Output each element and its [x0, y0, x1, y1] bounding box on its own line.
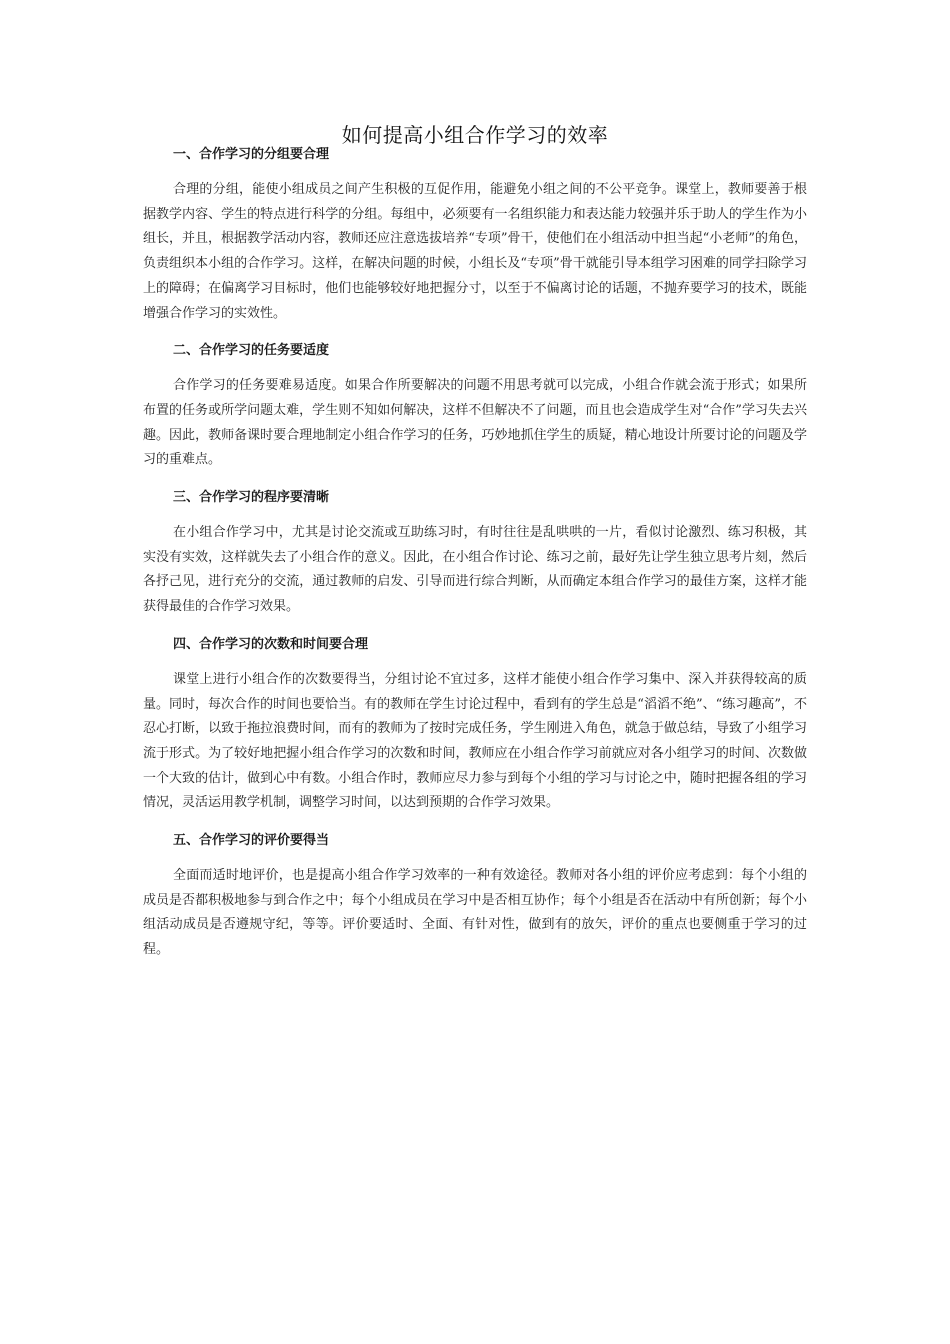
- section-evaluation: [143, 830, 807, 963]
- document-page: [143, 118, 807, 963]
- section-task: [143, 340, 807, 473]
- section-procedure: [143, 487, 807, 620]
- document-title: 如何提高小组合作学习的效率: [341, 123, 609, 147]
- section-paragraph: 合作学习的任务要难易适度。如果合作所要解决的问题不用思考就可以完成，小组合作就会流于形式；如果所布置的任务或所学问题太难，学生则不知如何解决，这样不但解决不了问题，而且也会造成学生对“合作”学习失去兴趣。因此，教师备课时要合理地制定小组合作学习的任务，巧妙地抓住学生的质疑，精心地设计所要讨论的问题及学习的重难点。: [143, 378, 807, 468]
- section-heading: 三、合作学习的程序要清晰: [173, 490, 330, 506]
- section-heading: 二、合作学习的任务要适度: [173, 343, 330, 359]
- section-heading: 四、合作学习的次数和时间要合理: [173, 636, 369, 652]
- section-paragraph: 全面而适时地评价，也是提高小组合作学习效率的一种有效途径。教师对各小组的评价应考虑到：每个小组的成员是否都积极地参与到合作之中；每个小组成员在学习中是否相互协作；每个小组是否在活动中有所创新；每个小组活动成员是否遵规守纪，等等。评价要适时、全面、有针对性，做到有的放矢，评价的重点也要侧重于学习的过程。: [143, 868, 807, 958]
- section-paragraph: 课堂上进行小组合作的次数要得当，分组讨论不宜过多，这样才能使小组合作学习集中、深入并获得较高的质量。同时，每次合作的时间也要恰当。有的教师在学生讨论过程中，看到有的学生总是“滔滔不绝”、“练习趣高”，不忍心打断，以致于拖拉浪费时间，而有的教师为了按时完成任务，学生刚进入角色，就急于做总结，导致了小组学习流于形式。为了较好地把握小组合作学习的次数和时间，教师应在小组合作学习前就应对各小组学习的时间、次数做一个大致的估计，做到心中有数。小组合作时，教师应尽力参与到每个小组的学习与讨论之中，随时把握各组的学习情况，灵活运用教学机制，调整学习时间，以达到预期的合作学习效果。: [143, 671, 807, 811]
- section-paragraph: 在小组合作学习中，尤其是讨论交流或互助练习时，有时往往是乱哄哄的一片，看似讨论激烈、练习积极，其实没有实效，这样就失去了小组合作的意义。因此，在小组合作讨论、练习之前，最好先让学生独立思考片刻，然后各抒己见，进行充分的交流，通过教师的启发、引导而进行综合判断，从而确定本组合作学习的最佳方案，这样才能获得最佳的合作学习效果。: [143, 525, 807, 615]
- section-heading: 五、合作学习的评价要得当: [173, 833, 330, 849]
- section-heading: 一、合作学习的分组要合理: [173, 147, 330, 162]
- section-paragraph: 合理的分组，能使小组成员之间产生积极的互促作用，能避免小组之间的不公平竞争。课堂上，教师要善于根据教学内容、学生的特点进行科学的分组。每组中，必须要有一名组织能力和表达能力较强并乐于助人的学生作为小组长，并且，根据教学活动内容，教师还应注意选拔培养“专项”骨干，使他们在小组活动中担当起“小老师”的角色，负责组织本小组的合作学习。这样，在解决问题的时候，小组长及“专项”骨干就能引导本组学习困难的同学扫除学习上的障碍；在偏离学习目标时，他们也能够较好地把握分寸，以至于不偏离讨论的话题，不抛弃要学习的技术，既能增强合作学习的实效性。: [143, 182, 807, 321]
- section-frequency-time: [143, 634, 807, 816]
- section-grouping: [143, 144, 807, 326]
